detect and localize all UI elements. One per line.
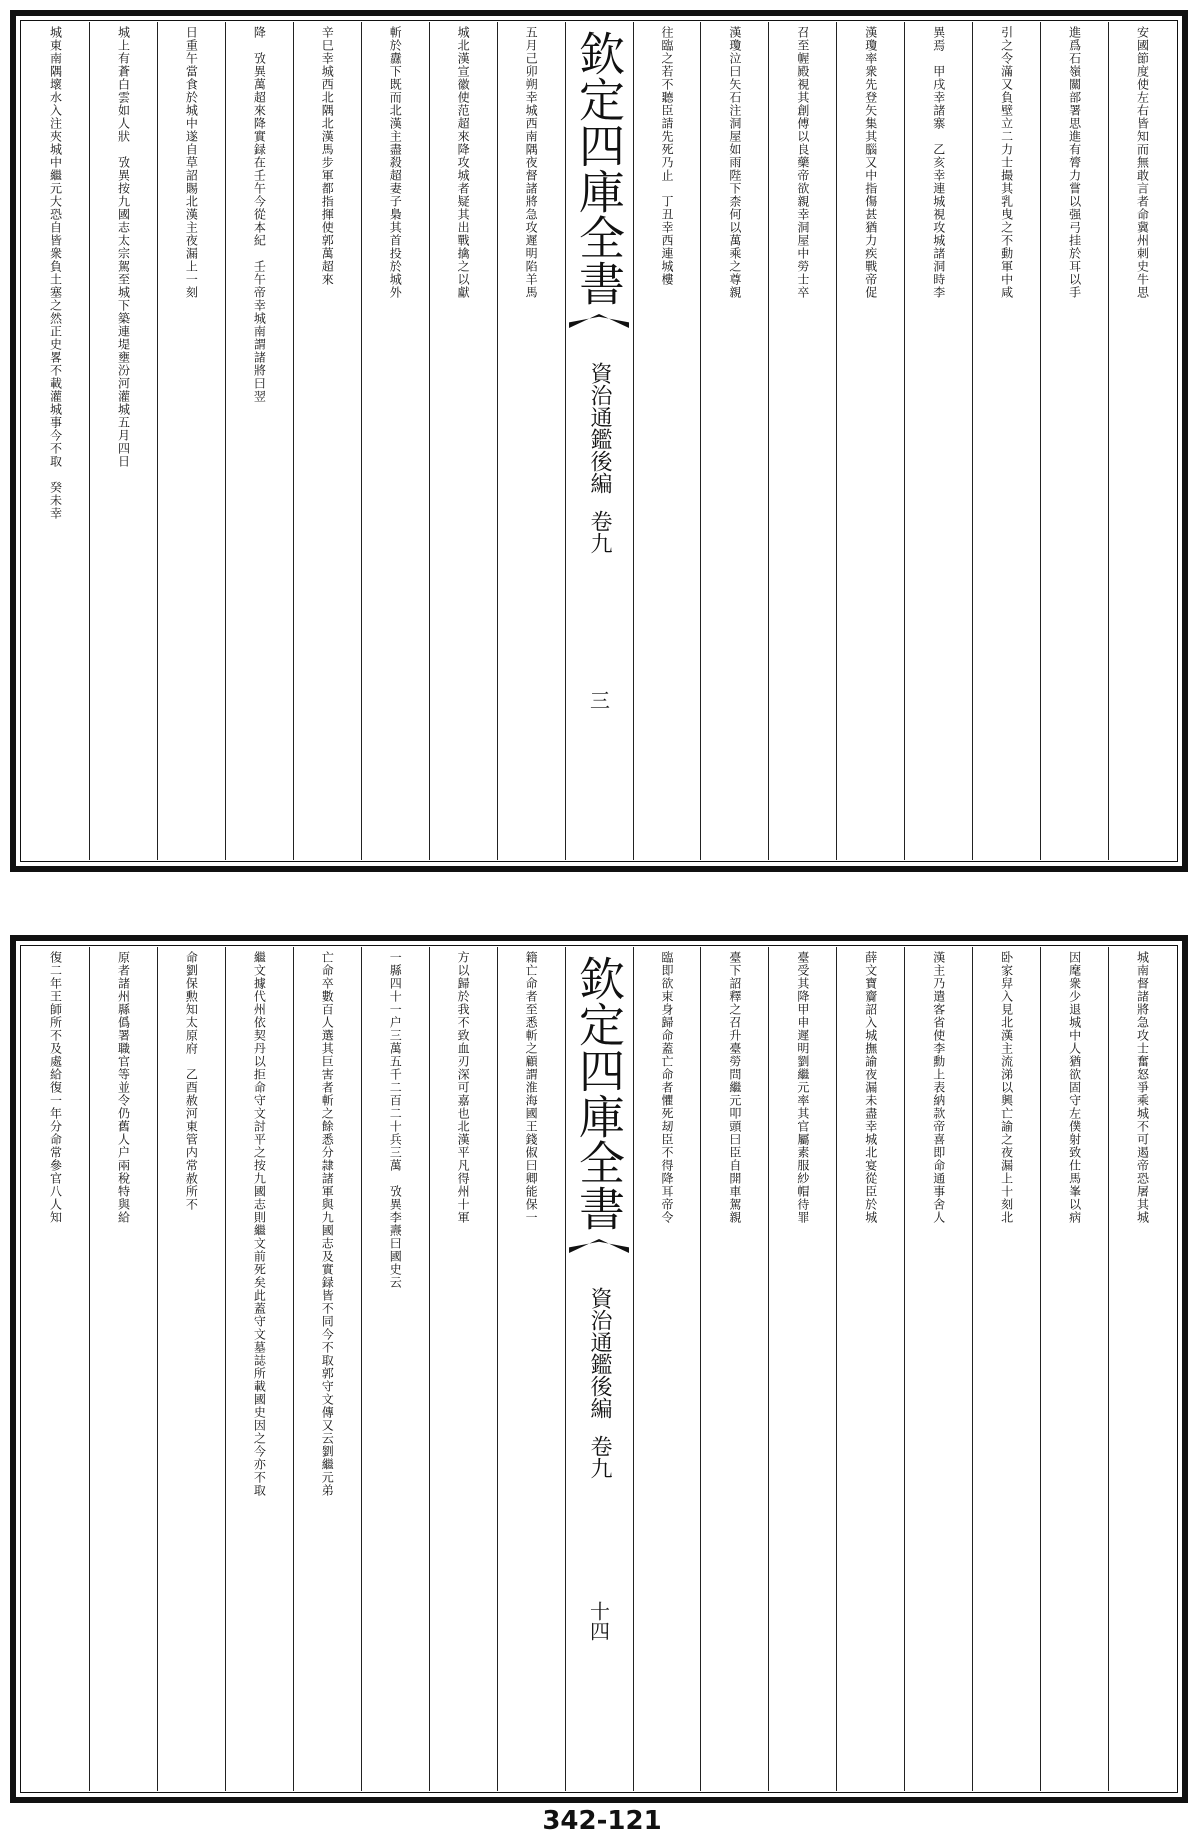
text-column xyxy=(1040,947,1108,1791)
text-column xyxy=(89,947,157,1791)
column-text: 亡命卒數百人選其巨害者斬之餘悉分隷諸軍與九國志及實録皆不同今不取郭守文傳又云劉繼元弟 xyxy=(320,951,335,1497)
text-column xyxy=(768,947,836,1791)
folio-number: 三 xyxy=(586,690,611,710)
text-column xyxy=(768,22,836,860)
text-column xyxy=(497,947,565,1791)
column-text: 辛巳幸城西北隅北漢馬步軍都指揮使郭萬超來 xyxy=(320,26,335,286)
text-column xyxy=(293,22,361,860)
text-column xyxy=(157,22,225,860)
column-text: 一縣四十一户三萬五千二百二十兵三萬 攷異李燾曰國史云 xyxy=(388,951,403,1289)
text-column xyxy=(225,947,293,1791)
column-text: 命劉保勲知太原府 乙酉赦河東管内常赦所不 xyxy=(184,951,199,1211)
text-column xyxy=(497,22,565,860)
text-column xyxy=(1108,22,1176,860)
column-text: 漢主乃遣客省使李勳上表納款帝喜即命通事舍人 xyxy=(931,951,946,1224)
text-column xyxy=(361,22,429,860)
text-column xyxy=(22,947,89,1791)
column-text: 漢瓊率衆先登矢集其腦又中指傷甚猶力疾戰帝促 xyxy=(863,26,878,299)
column-text: 臺下詔釋之召升臺勞問繼元叩頭曰臣自開車駕親 xyxy=(727,951,742,1224)
volume-number: 卷九 xyxy=(587,510,613,554)
column-text: 引之令滿又負壁立二力士撮其乳曳之不動軍中咸 xyxy=(999,26,1014,299)
column-text: 城北漢宣徽使范超來降攻城者疑其出戰擒之以獻 xyxy=(456,26,471,299)
text-column xyxy=(89,22,157,860)
text-column xyxy=(293,947,361,1791)
column-text: 日重午當食於城中遂自草詔賜北漢主夜漏上一刻 xyxy=(184,26,199,299)
text-column xyxy=(361,947,429,1791)
text-column xyxy=(904,22,972,860)
column-text: 往臨之若不聽臣請先死乃止 丁丑幸西連城樓 xyxy=(659,26,674,286)
column-text: 五月己卯朔幸城西南隅夜督諸將急攻遲明陷羊馬 xyxy=(524,26,539,299)
text-column xyxy=(904,947,972,1791)
column-text: 安國節度使左右皆知而無敢言者命冀州刺史牛思 xyxy=(1135,26,1150,299)
text-column xyxy=(700,22,768,860)
column-text: 薛文寶齎詔入城撫諭夜漏未盡幸城北宴從臣於城 xyxy=(863,951,878,1224)
bottom-text-columns xyxy=(22,947,1176,1791)
top-text-columns xyxy=(22,22,1176,860)
column-text: 城南督諸將急攻士奮怒爭乘城不可遏帝恐屠其城 xyxy=(1135,951,1150,1224)
column-text: 籍亡命者至悉斬之顧謂淮海國王錢俶曰卿能保一 xyxy=(524,951,539,1224)
book-title: 欽定四庫全書 xyxy=(572,30,627,306)
column-text: 臨即欲束身歸命蓋亡命者懼死刼臣不得降耳帝令 xyxy=(659,951,674,1224)
text-column xyxy=(972,947,1040,1791)
text-column xyxy=(22,22,89,860)
column-text: 斬於纛下既而北漢主盡殺超妻子梟其首投於城外 xyxy=(388,26,403,299)
bottom-page-panel xyxy=(10,935,1188,1803)
column-text: 臺受其降甲申遲明劉繼元率其官屬素服紗帽待罪 xyxy=(795,951,810,1224)
text-column xyxy=(429,947,497,1791)
column-text: 因麾衆少退城中人猶欲固守左僕射致仕馬峯以病 xyxy=(1067,951,1082,1224)
text-column xyxy=(157,947,225,1791)
text-column xyxy=(700,947,768,1791)
text-column xyxy=(836,947,904,1791)
column-text: 繼文據代州依契丹以拒命守文討平之按九國志則繼文前死矣此蓋守文墓誌所載國史因之今亦不取 xyxy=(252,951,267,1497)
text-column xyxy=(633,22,701,860)
column-text: 城東南隅壞水入注夾城中繼元大恐自皆衆負土塞之然正史畧不載灌城事今不取 癸未幸 xyxy=(48,26,63,520)
book-title-column xyxy=(565,22,633,860)
volume-title: 資治通鑑後編 xyxy=(587,362,613,494)
text-column xyxy=(836,22,904,860)
column-text: 漢瓊泣曰矢石注洞屋如雨陛下柰何以萬乘之尊親 xyxy=(727,26,742,299)
column-text: 召至幄殿視其創傅以良藥帝欲親幸洞屋中勞士卒 xyxy=(795,26,810,299)
column-text: 卧家舁入見北漢主流涕以興亡諭之夜漏上十刻北 xyxy=(999,951,1014,1224)
volume-number: 卷九 xyxy=(587,1435,613,1479)
text-column xyxy=(1108,947,1176,1791)
book-title: 欽定四庫全書 xyxy=(572,955,627,1231)
text-column xyxy=(972,22,1040,860)
column-text: 方以歸於我不致血刃深可嘉也北漢平凡得州十軍 xyxy=(456,951,471,1224)
fish-tail-mark-icon xyxy=(567,1235,631,1271)
column-text: 復二年王師所不及處給復一年分命常參官八人知 xyxy=(48,951,63,1224)
column-text: 降 攷異萬超來降實録在壬午今從本紀 壬午帝幸城南謂諸將曰翌 xyxy=(252,26,267,403)
book-title-column xyxy=(565,947,633,1791)
page-number: 342-121 xyxy=(542,1806,662,1836)
text-column xyxy=(1040,22,1108,860)
volume-title: 資治通鑑後編 xyxy=(587,1287,613,1419)
fish-tail-mark-icon xyxy=(567,310,631,346)
top-page-panel xyxy=(10,10,1188,872)
text-column xyxy=(633,947,701,1791)
text-column xyxy=(429,22,497,860)
column-text: 城上有蒼白雲如人狀 攷異按九國志太宗駕至城下築連堤壅汾河灌城五月四日 xyxy=(116,26,131,468)
column-text: 原者諸州縣僞署職官等並令仍舊人户兩稅特與給 xyxy=(116,951,131,1224)
column-text: 進爲石嶺關部署思進有膂力嘗以强弓挂於耳以手 xyxy=(1067,26,1082,299)
folio-number: 十四 xyxy=(586,1601,611,1641)
text-column xyxy=(225,22,293,860)
column-text: 異焉 甲戌幸諸寨 乙亥幸連城視攻城諸洞時李 xyxy=(931,26,946,299)
